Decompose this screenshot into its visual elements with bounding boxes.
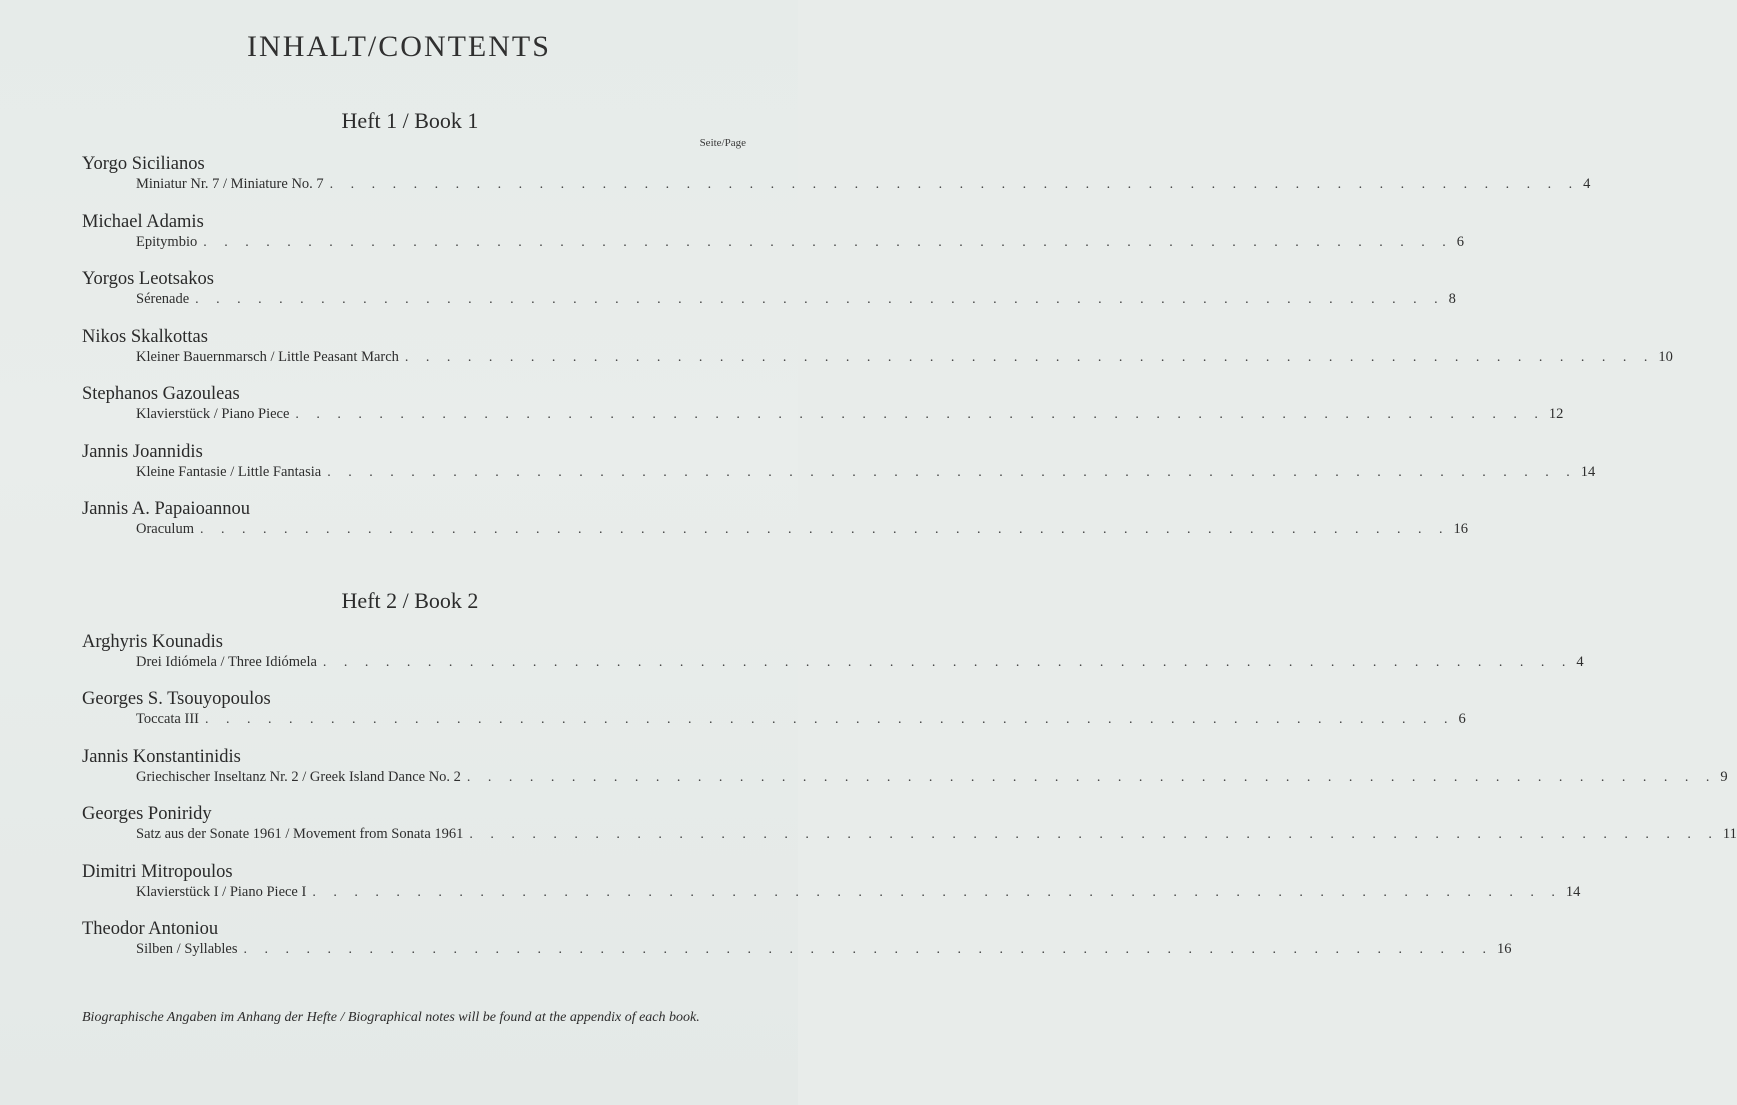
dot-leader: . . . . . . . . . . . . . . . . . . . . . . . . . . . . . . . . . . . . . . . . . . . . . . . . . . . . . . . . . . . . bbox=[243, 942, 1493, 957]
book-2-heading: Heft 2 / Book 2 bbox=[341, 588, 479, 613]
dot-leader: . . . . . . . . . . . . . . . . . . . . . . . . . . . . . . . . . . . . . . . . . . . . . . . . . . . . . . . . . . . . bbox=[327, 464, 1577, 480]
dot-leader: . . . . . . . . . . . . . . . . . . . . . . . . . . . . . . . . . . . . . . . . . . . . . . . . . . . . . . . . . . . . bbox=[322, 655, 1573, 670]
work-line bbox=[136, 521, 1468, 543]
work-line bbox=[136, 768, 1728, 791]
page-number: 14 bbox=[1580, 463, 1596, 480]
work-line bbox=[136, 941, 1512, 963]
contents-entry bbox=[82, 382, 1564, 428]
work-title: Oraculum bbox=[136, 521, 194, 537]
composer-name: Georges Poniridy bbox=[82, 804, 212, 825]
composer-name: Jannis A. Papaioannou bbox=[82, 499, 251, 519]
work-title: Drei Idiómela / Three Idiómela bbox=[136, 654, 317, 670]
composer-name: Dimitri Mitropoulos bbox=[82, 861, 233, 882]
composer-name: Georges S. Tsouyopoulos bbox=[82, 689, 271, 710]
dot-leader: . . . . . . . . . . . . . . . . . . . . . . . . . . . . . . . . . . . . . . . . . . . . . . . . . . . . . . . . . . . . bbox=[466, 769, 1717, 785]
page-number: 16 bbox=[1453, 521, 1468, 537]
work-line bbox=[136, 176, 1591, 198]
composer-name: Jannis Joannidis bbox=[82, 441, 203, 462]
composer-name: Arghyris Kounadis bbox=[82, 632, 223, 652]
contents-entry bbox=[82, 802, 1737, 848]
footnote: Biographische Angaben im Anhang der Hefte / Biographical notes will be found at the appendix of each book. bbox=[82, 1010, 700, 1025]
composer-name: Jannis Konstantinidis bbox=[82, 746, 241, 767]
work-title: Klavierstück / Piano Piece bbox=[136, 406, 290, 422]
page-number: 8 bbox=[1448, 291, 1456, 307]
contents-entry bbox=[82, 210, 1464, 256]
composer-name: Nikos Skalkottas bbox=[82, 326, 208, 347]
work-line bbox=[136, 406, 1564, 428]
work-line bbox=[136, 883, 1581, 906]
dot-leader: . . . . . . . . . . . . . . . . . . . . . . . . . . . . . . . . . . . . . . . . . . . . . . . . . . . . . . . . . . . . bbox=[312, 884, 1562, 900]
work-title: Sérenade bbox=[136, 291, 190, 307]
page-number: 14 bbox=[1565, 883, 1581, 900]
page-number: 9 bbox=[1720, 768, 1728, 785]
composer-name: Yorgos Leotsakos bbox=[82, 269, 214, 289]
page-number: 16 bbox=[1497, 941, 1512, 957]
composer-name: Yorgo Sicilianos bbox=[82, 154, 205, 174]
work-title: Griechischer Inseltanz Nr. 2 / Greek Island Dance No. 2 bbox=[136, 768, 461, 785]
dot-leader: . . . . . . . . . . . . . . . . . . . . . . . . . . . . . . . . . . . . . . . . . . . . . . . . . . . . . . . . . . . . bbox=[404, 349, 1655, 365]
work-line bbox=[136, 711, 1466, 733]
work-title: Epitymbio bbox=[136, 233, 198, 250]
work-line bbox=[136, 348, 1673, 371]
work-title: Satz aus der Sonate 1961 / Movement from Sonata 1961 bbox=[136, 826, 464, 843]
work-title: Kleiner Bauernmarsch / Little Peasant March bbox=[136, 348, 399, 365]
page-number: 6 bbox=[1456, 233, 1464, 250]
work-line bbox=[136, 463, 1596, 486]
composer-name: Stephanos Gazouleas bbox=[82, 384, 240, 404]
work-line bbox=[136, 233, 1464, 256]
contents-entry bbox=[82, 630, 1584, 676]
composer-name: Theodor Antoniou bbox=[82, 919, 219, 939]
work-title: Silben / Syllables bbox=[136, 941, 238, 957]
contents-entry bbox=[82, 152, 1591, 198]
page-number: 4 bbox=[1576, 654, 1584, 670]
page-number: 6 bbox=[1458, 711, 1466, 728]
work-title: Klavierstück I / Piano Piece I bbox=[136, 883, 307, 900]
dot-leader: . . . . . . . . . . . . . . . . . . . . . . . . . . . . . . . . . . . . . . . . . . . . . . . . . . . . . . . . . . . . bbox=[469, 827, 1719, 843]
page-number: 12 bbox=[1548, 406, 1564, 422]
contents-entry bbox=[82, 440, 1596, 486]
work-title: Kleine Fantasie / Little Fantasia bbox=[136, 463, 322, 480]
contents-entry bbox=[82, 497, 1468, 543]
work-line bbox=[136, 826, 1737, 848]
page-number: 10 bbox=[1658, 348, 1673, 365]
dot-leader: . . . . . . . . . . . . . . . . . . . . . . . . . . . . . . . . . . . . . . . . . . . . . . . . . . . . . . . . . . . . bbox=[195, 292, 1445, 307]
dot-leader: . . . . . . . . . . . . . . . . . . . . . . . . . . . . . . . . . . . . . . . . . . . . . . . . . . . . . . . . . . . . bbox=[203, 234, 1453, 250]
page-number: 11 bbox=[1722, 826, 1737, 843]
work-line bbox=[136, 291, 1456, 313]
dot-leader: . . . . . . . . . . . . . . . . . . . . . . . . . . . . . . . . . . . . . . . . . . . . . . . . . . . . . . . . . . . . bbox=[204, 712, 1455, 728]
contents-entry bbox=[82, 917, 1512, 963]
page-title: INHALT/CONTENTS bbox=[247, 30, 551, 63]
dot-leader: . . . . . . . . . . . . . . . . . . . . . . . . . . . . . . . . . . . . . . . . . . . . . . . . . . . . . . . . . . . . bbox=[295, 407, 1545, 422]
work-title: Miniatur Nr. 7 / Miniature No. 7 bbox=[136, 176, 324, 192]
page-column-label: Seite/Page bbox=[699, 137, 746, 149]
contents-entry bbox=[82, 860, 1581, 906]
composer-name: Michael Adamis bbox=[82, 211, 204, 232]
contents-entry bbox=[82, 267, 1456, 313]
contents-entry bbox=[82, 325, 1673, 371]
work-line bbox=[136, 654, 1584, 676]
contents-entry bbox=[82, 687, 1466, 733]
dot-leader: . . . . . . . . . . . . . . . . . . . . . . . . . . . . . . . . . . . . . . . . . . . . . . . . . . . . . . . . . . . . bbox=[199, 522, 1450, 537]
page-number: 4 bbox=[1583, 176, 1591, 192]
dot-leader: . . . . . . . . . . . . . . . . . . . . . . . . . . . . . . . . . . . . . . . . . . . . . . . . . . . . . . . . . . . . bbox=[329, 177, 1580, 192]
contents-entry bbox=[82, 745, 1728, 791]
book-1-heading: Heft 1 / Book 1 bbox=[341, 108, 479, 133]
work-title: Toccata III bbox=[136, 711, 199, 728]
